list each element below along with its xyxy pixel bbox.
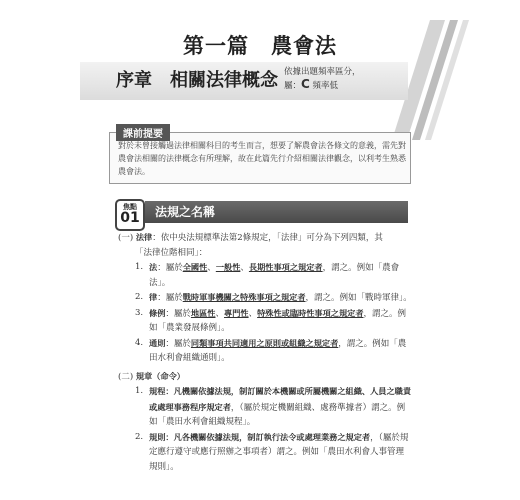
focus-label: 焦點 [123, 203, 137, 211]
section-title: 法規之名稱 [145, 201, 408, 223]
regulation-term: 規章（命令） [135, 370, 185, 381]
chapter-title: 序章 相關法律概念 [116, 70, 278, 91]
focus-number: 01 [120, 210, 140, 226]
frequency-note [284, 66, 361, 92]
list-item: 3. 條例：屬於地區性、專門性、特殊性或臨時性事項之規定者，謂之。例如「農業發展條例」。 [135, 307, 407, 333]
list-item: 1. 規程：凡機關依據法規，制訂關於本機關或所屬機關之組織、人員之職責或處理事務程序規定者，（屬於規定機關組織、處務準據者）謂之。例如「農田水利會組織規程」。 [135, 386, 412, 427]
summary-text: 對於未曾接觸過法律相關科目的考生而言，想要了解農會法各條文的意義，需先對農會法相關的法律概念有所理解，故在此篇先行介紹相關法律觀念，以利考生熟悉農會法。 [118, 141, 406, 176]
section-law: (一) 法律：依中央法規標準法第2條規定，「法律」可分為下列四類，其 「法律位階相同」： [118, 232, 383, 258]
summary-tag: 課前提要 [116, 124, 170, 141]
part-title: 第一篇 農會法 [183, 34, 337, 58]
focus-badge [115, 199, 145, 231]
list-item: 4. 通則：屬於同類事項共同適用之原則或組織之規定者，謂之。例如「農田水利會組織通則」。 [135, 337, 407, 363]
frequency-line2: 屬：C 頻率低 [284, 77, 339, 91]
frequency-grade: C [301, 77, 310, 91]
law-term: 法律 [135, 232, 153, 242]
section-regulation: (二) 規章（命令） [118, 370, 185, 382]
list-item: 2. 律：屬於戰時軍事機關之特殊事項之規定者，謂之。例如「戰時軍律」。 [135, 292, 412, 303]
list-item: 2. 規則：凡各機關依據法規，制訂執行法令或處理業務之規定者，（屬於規定應行遵守或應行照辦之事項者）謂之。例如「農田水利會人事管理規則」。 [135, 431, 409, 472]
content [118, 230, 412, 474]
list-item: 1. 法：屬於全國性、一般性、長期性事項之規定者，謂之。例如「農會法」。 [135, 262, 400, 288]
frequency-line1: 依據出題頻率區分， [284, 67, 361, 77]
